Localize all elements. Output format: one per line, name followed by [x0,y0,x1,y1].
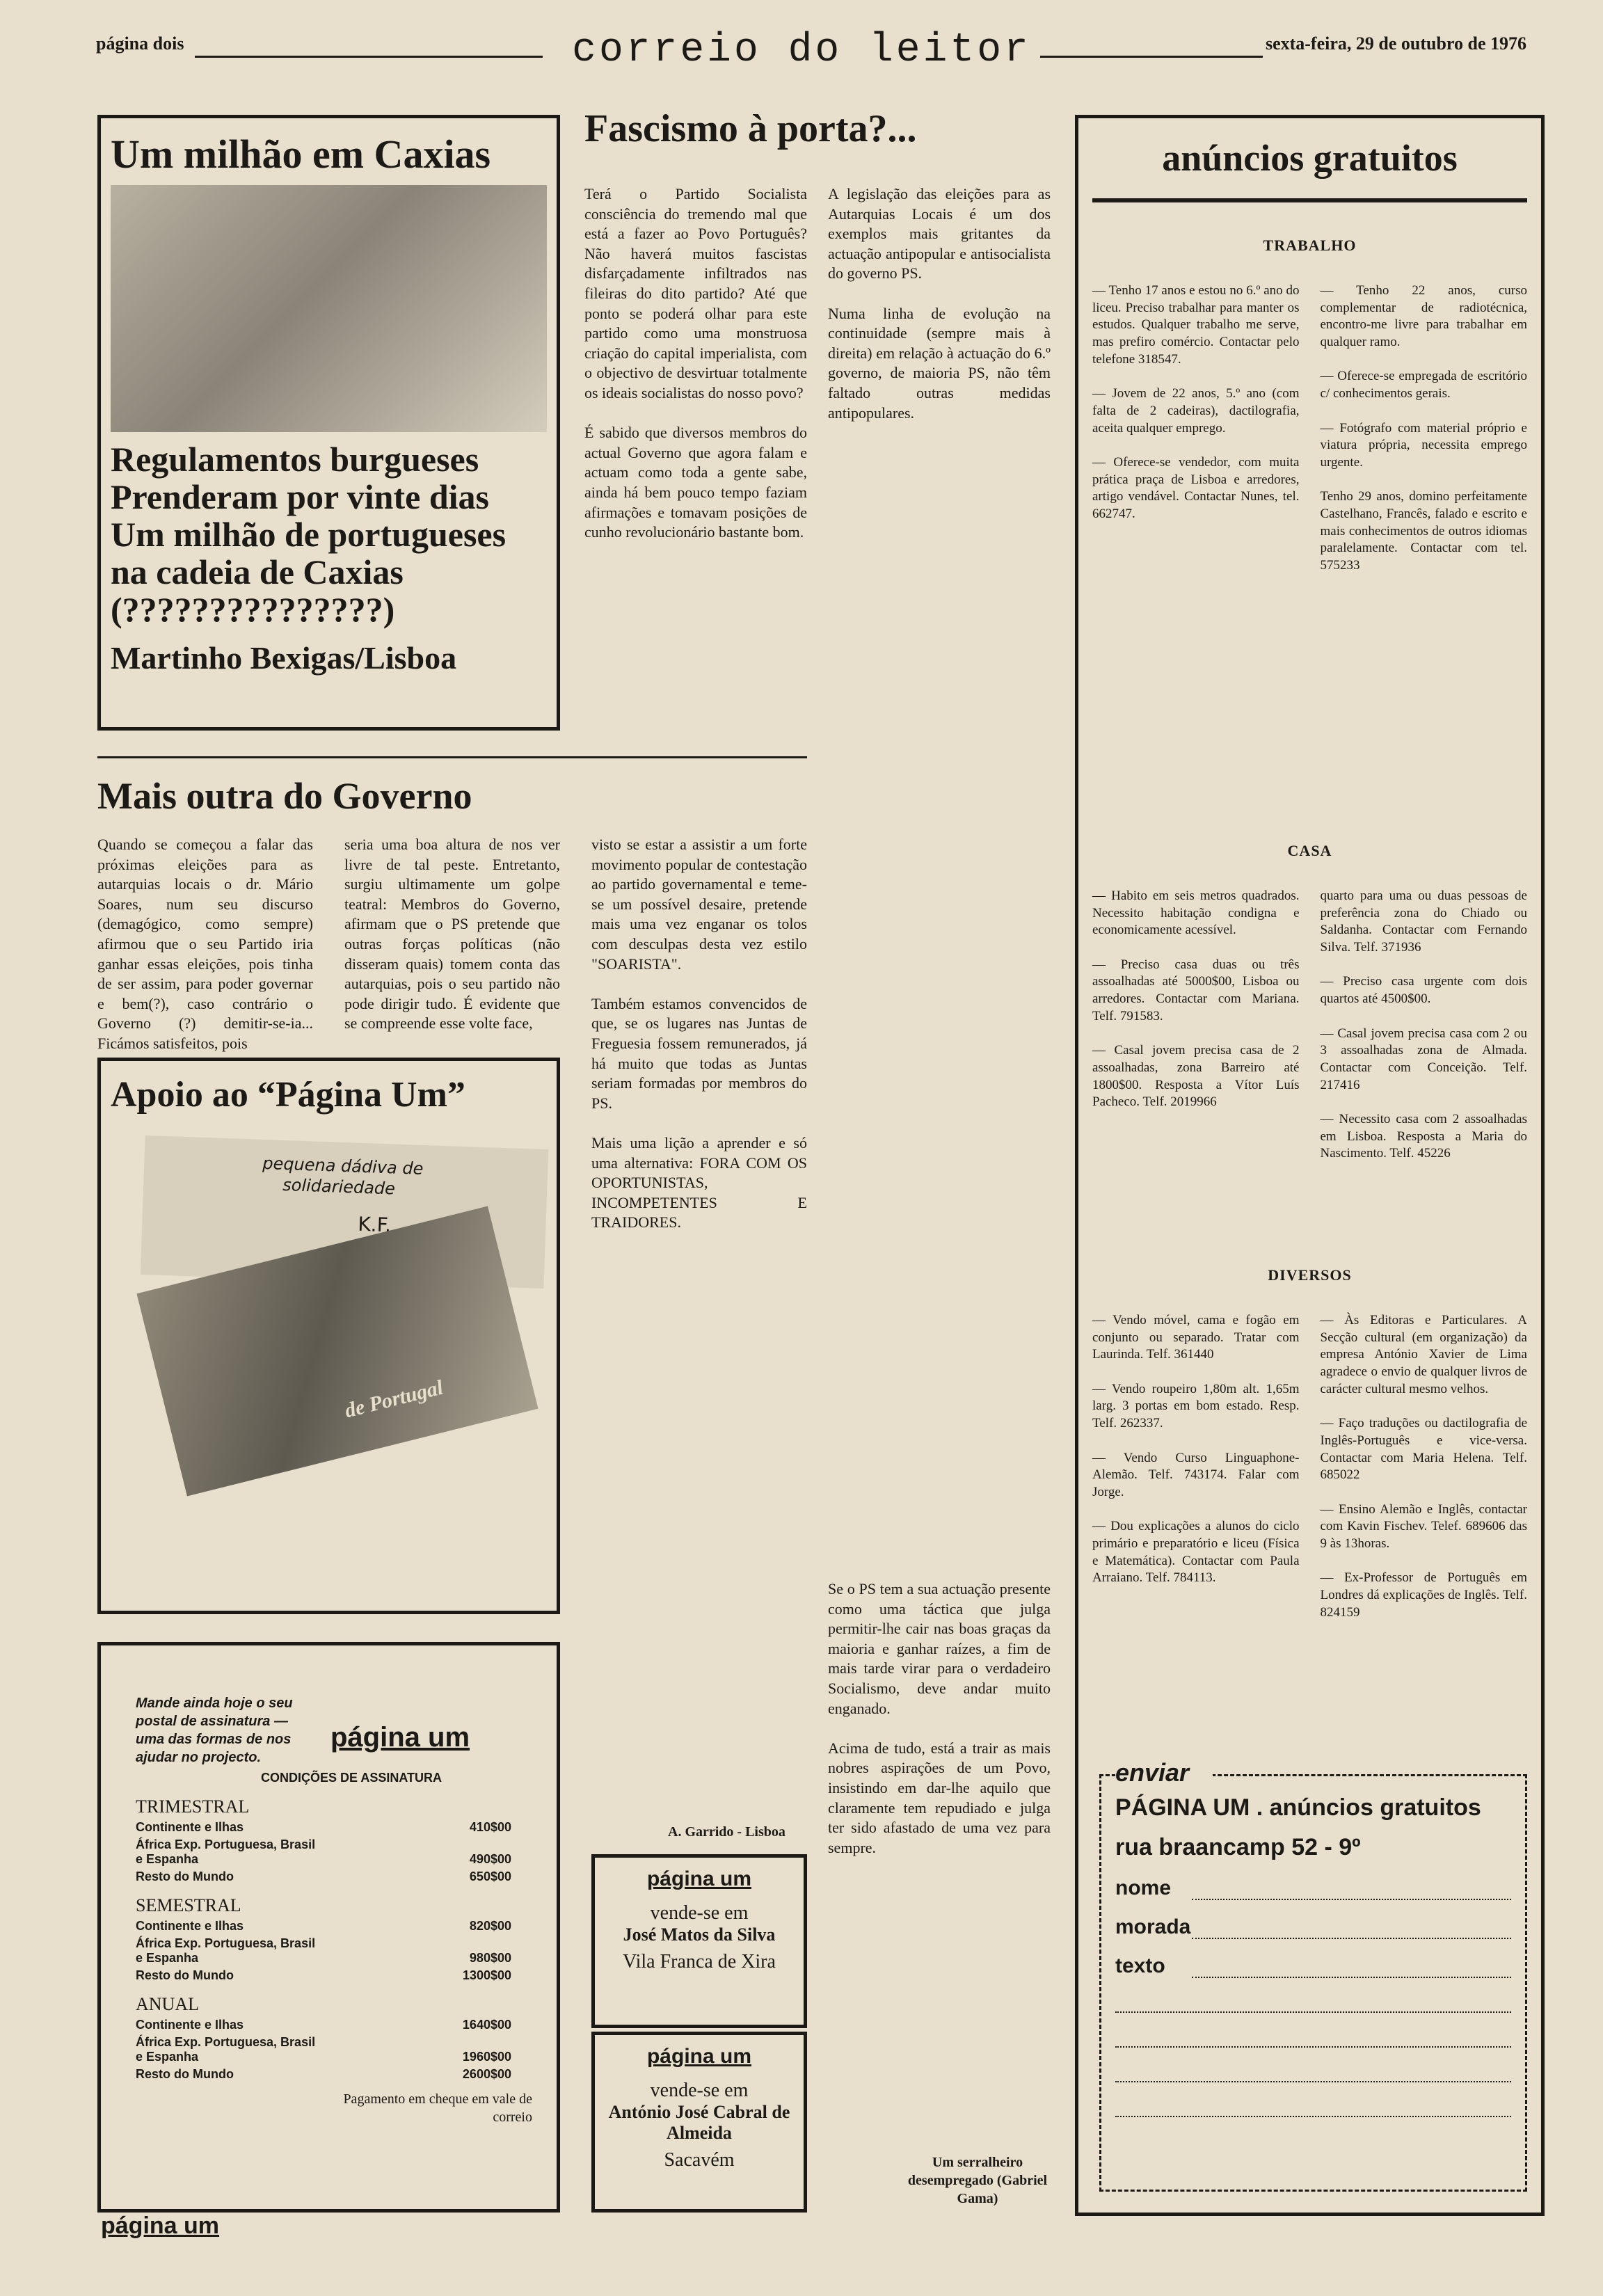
seller-logo: página um [646,1867,751,1890]
masthead-rule-right [1040,56,1263,58]
pagina-um-logo: página um [330,1722,470,1753]
banknote-text: de Portugal [342,1376,446,1423]
seller-line: vende-se em [650,2080,749,2101]
form-field-line [1192,1959,1511,1978]
form-line1: PÁGINA UM . anúncios gratuitos [1115,1794,1481,1821]
form-field-line [1192,1881,1511,1900]
fascismo-title: Fascismo à porta?... [584,107,917,150]
handwritten-initials: K.F. [357,1212,392,1237]
price-value: 980$00 [469,1951,511,1965]
apoio-box [97,1058,560,1614]
caxias-box [97,115,560,731]
price-label: Continente e Ilhas [136,1820,244,1834]
seller-logo: página um [646,2045,751,2068]
portrait-photo [111,185,547,432]
price-row [136,1968,511,1983]
seller-place: Sacavém [664,2149,735,2171]
form-title: enviar [1115,1758,1213,1787]
form-blank-line [1115,2013,1511,2048]
subscription-periods [136,1796,529,2082]
governo-col1: Quando se começou a falar das próximas eleições para as autarquias locais o dr. Mário Soares, num seu discurso (demagógico, como sempre) afirmou que o seu Partido iria ganhar essas eleições, pois tinha de ser assim, para poder governar e bem(?), caso contrário o Governo (?) demitir-se-ia... Ficámos satisfeitos, pois [97,836,313,1052]
period-name: SEMESTRAL [136,1895,241,1915]
price-value: 820$00 [469,1919,511,1933]
ad-col: — Tenho 22 anos, curso complementar de radiotécnica, encontro-me livre para trabalhar em qualquer ramo. — Oferece-se empregada de escritório c/ conhecimentos gerais. — Fotógrafo com material próprio e viatura própria, necessita emprego urgente. Tenho 29 anos, domino perfeitamente Castelhano, Francês, falado e escrito e mais conhecimentos de outros idiomas paralelamente. Contactar com tel. 575233 [1320,283,1527,573]
ad-col: — Habito em seis metros quadrados. Necessito habitação condigna e economicamente acessível. — Preciso casa duas ou três assoalhadas até 5000$00, Lisboa ou arredores. Contactar com Mariana. Telf. 791583. — Casal jovem precisa casa de 2 assoalhadas, zona Barreiro até 1800$00. Resposta a Vítor Luís Pacheco. Telf. 2019966 [1092,888,1300,1110]
ads-rule [1092,198,1527,202]
form-field-label: texto [1115,1954,1165,1977]
ad-col: — Às Editoras e Particulares. A Secção cultural (em organização) da empresa António Xavier de Lima agradece o envio de qualquer livros de carácter cultural mesmo velhos. — Faço traduções ou dactilografia de Inglês-Português e vice-versa. Contactar com Maria Helena. Telf. 685022 — Ensino Alemão e Inglês, contactar com Kavin Fischev. Telef. 689606 das 9 às 13horas. — Ex-Professor de Português em Londres dá explicações de Inglês. Telf. 824159 [1320,1313,1527,1620]
price-row [136,1837,511,1867]
ad-form [1099,1758,1527,2192]
ads-title: anúncios gratuitos [1162,137,1458,179]
ad-section [1092,1266,1527,1725]
price-value: 1960$00 [462,2050,511,2064]
form-blank-line [1115,2082,1511,2117]
period-name: ANUAL [136,1994,199,2014]
seller-box [591,1854,807,2028]
seller-name: José Matos da Silva [623,1924,776,1945]
divider [97,756,807,758]
price-label: Continente e Ilhas [136,2018,244,2032]
form-field-label: morada [1115,1915,1191,1938]
donation-image [129,1142,546,1560]
governo-col2: seria uma boa altura de nos ver livre de tal peste. Entretanto, surgiu ultimamente um golpe teatral: Membros do Governo, afirmam que o PS pretende que outras forças políticas (não disseram quais) tomem conta das autarquias, pois o seu partido não pode dirigir tudo. É evidente que se compreende esse volte face, [344,836,560,1033]
ad-col: quarto para uma ou duas pessoas de preferência zona do Chiado ou Saldanha. Contactar com Fernando Silva. Telf. 371936 — Preciso casa urgente com dois quartos até 4500$00. — Casal jovem precisa casa com 2 ou 3 assoalhadas zona de Almada. Contactar com Conceição. Telf. 217416 — Necessito casa com 2 assoalhadas em Lisboa. Resposta a Maria do Nascimento. Telf. 45226 [1320,888,1527,1161]
fascismo-signature: Um serralheiro desempregado (Gabriel Gama) [907,2155,1048,2206]
price-row [136,2035,511,2064]
apoio-title: Apoio ao “Página Um” [111,1075,465,1115]
governo-signature: A. Garrido - Lisboa [668,1824,785,1840]
governo-title: Mais outra do Governo [97,775,472,817]
masthead-title: correio do leitor [572,28,1031,73]
seller-box [591,2032,807,2213]
subscription-note: Mande ainda hoje o seu postal de assinatura — uma das formas de nos ajudar no projecto. [136,1696,293,1765]
price-label: Resto do Mundo [136,2067,234,2081]
form-fields [1115,1876,1511,2117]
ad-section-heading: TRABALHO [1263,237,1357,254]
caxias-title: Um milhão em Caxias [111,131,491,177]
ad-section-heading: CASA [1287,842,1332,859]
footer-logo: página um [101,2213,220,2239]
price-label: Resto do Mundo [136,1870,234,1883]
caxias-caption: Regulamentos burgueses Prenderam por vinte dias Um milhão de portugueses na cadeia de Caxias (???????????????) [111,439,507,629]
price-value: 490$00 [469,1852,511,1866]
governo-col3: visto se estar a assistir a um forte movimento popular de contestação ao partido governamental e teme-se um possível desaire, pretende mais uma vez enganar os tolos com desculpas desta vez estilo "SOARISTA". Também estamos convencidos de que, se os lugares nas Juntas de Freguesia fossem remunerados, já há muito que todas as Juntas seriam formadas por membros do PS. Mais uma lição a aprender e só uma alternativa: FORA COM OS OPORTUNISTAS, INCOMPETENTES E TRAIDORES. [591,836,807,1231]
price-label: África Exp. Portuguesa, Brasil e Espanha [136,2035,316,2064]
ad-section [1092,237,1527,807]
form-field-row [1115,1915,1511,1939]
fascismo-col1: Terá o Partido Socialista consciência do tremendo mal que está a fazer ao Povo Português? Não haverá muitos fascistas disfarçadamente infiltrados nas fileiras do dito partido? Até que ponto se poderá olhar para este partido como uma monstruosa criação do capital imperialista, com o objectivo de desvirtuar totalmente os ideais socialistas do nosso povo? É sabido que diversos membros do actual Governo que agora falam e actuam como toda a gente sabe, ainda há bem pouco tempo faziam afirmações e tomavam posições de cunho revolucionário bastante bom. [584,185,807,541]
price-value: 410$00 [469,1820,511,1834]
masthead-date: sexta-feira, 29 de outubro de 1976 [1265,33,1526,54]
form-field-row [1115,1876,1511,1900]
period-name: TRIMESTRAL [136,1796,250,1817]
subscription-payment: Pagamento em cheque em vale de correio [343,2091,532,2125]
price-label: Continente e Ilhas [136,1919,244,1933]
form-line2: rua braancamp 52 - 9º [1115,1834,1361,1860]
handwritten-note-2: solidariedade [282,1175,396,1199]
price-value: 650$00 [469,1870,511,1883]
price-label: África Exp. Portuguesa, Brasil e Espanha [136,1837,316,1866]
price-row [136,1936,511,1966]
form-field-label: nome [1115,1876,1172,1899]
price-row [136,2067,511,2082]
seller-place: Vila Franca de Xira [623,1951,776,1972]
ad-columns [1092,888,1527,1163]
seller-line: vende-se em [650,1902,749,1924]
ad-columns [1092,1312,1527,1621]
ad-section-heading: DIVERSOS [1268,1266,1352,1284]
price-value: 2600$00 [462,2067,511,2081]
price-label: Resto do Mundo [136,1968,234,1982]
section-label: página dois [96,33,184,54]
seller-name: António José Cabral de Almeida [608,2102,790,2143]
price-label: África Exp. Portuguesa, Brasil e Espanha [136,1936,316,1965]
fascismo-col2: A legislação das eleições para as Autarquias Locais é um dos exemplos mais gritantes da actuação antipopular e antisocialista do governo PS. Numa linha de evolução na continuidade (sempre mais à direita) em relação à actuação do 6.º governo, de maioria PS, não têm faltado outras medidas antipopulares. [828,185,1051,422]
handwritten-note: pequena dádiva de [262,1154,424,1179]
price-value: 1300$00 [462,1968,511,1982]
form-blank-line [1115,1978,1511,2013]
ad-col: — Tenho 17 anos e estou no 6.º ano do liceu. Preciso trabalhar para manter os estudos. Qualquer trabalho me serve, mas prefiro comércio. Contactar pelo telefone 318547. — Jovem de 22 anos, 5.º ano (com falta de 2 cadeiras), dactilografia, aceita qualquer emprego. — Oferece-se vendedor, com muita prática praça de Lisboa e arredores, artigo vendável. Contactar Nunes, tel. 662747. [1092,283,1300,521]
subscription-conditions: CONDIÇÕES DE ASSINATURA [261,1771,442,1785]
ad-col: — Vendo móvel, cama e fogão em conjunto ou separado. Tratar com Laurinda. Telf. 361440 — Vendo roupeiro 1,80m alt. 1,65m larg. 3 portas em bom estado. Resp. Telf. 262337. — Vendo Curso Linguaphone-Alemão. Telf. 743174. Falar com Jorge. — Dou explicações a alunos do ciclo primário e preparatório e liceu (Física e Matemática). Contactar com Paula Arraiano. Telf. 784113. [1092,1313,1300,1586]
subscription-box [97,1642,560,2213]
price-row [136,2018,511,2032]
form-field-row [1115,1954,1511,1978]
form-field-line [1192,1920,1511,1939]
ad-section [1092,842,1527,1231]
price-row [136,1870,511,1884]
caxias-author: Martinho Bexigas/Lisboa [111,639,457,676]
price-value: 1640$00 [462,2018,511,2032]
fascismo-col3: Se o PS tem a sua actuação presente como uma táctica que julga permitir-lhe cair nas boas graças da maioria e ganhar raízes, a fim de mais tarde virar para o verdadeiro Socialismo, deve andar muito enganado. Acima de tudo, está a trair as mais nobres aspirações de um Povo, insistindo em dar-lhe aquilo que claramente tem repudiado e julga ter sido afastado de uma vez para sempre. [828,1580,1051,1856]
form-blank-line [1115,2048,1511,2082]
ads-box [1075,115,1545,2216]
price-row [136,1919,511,1934]
price-row [136,1820,511,1835]
ad-columns [1092,282,1527,575]
